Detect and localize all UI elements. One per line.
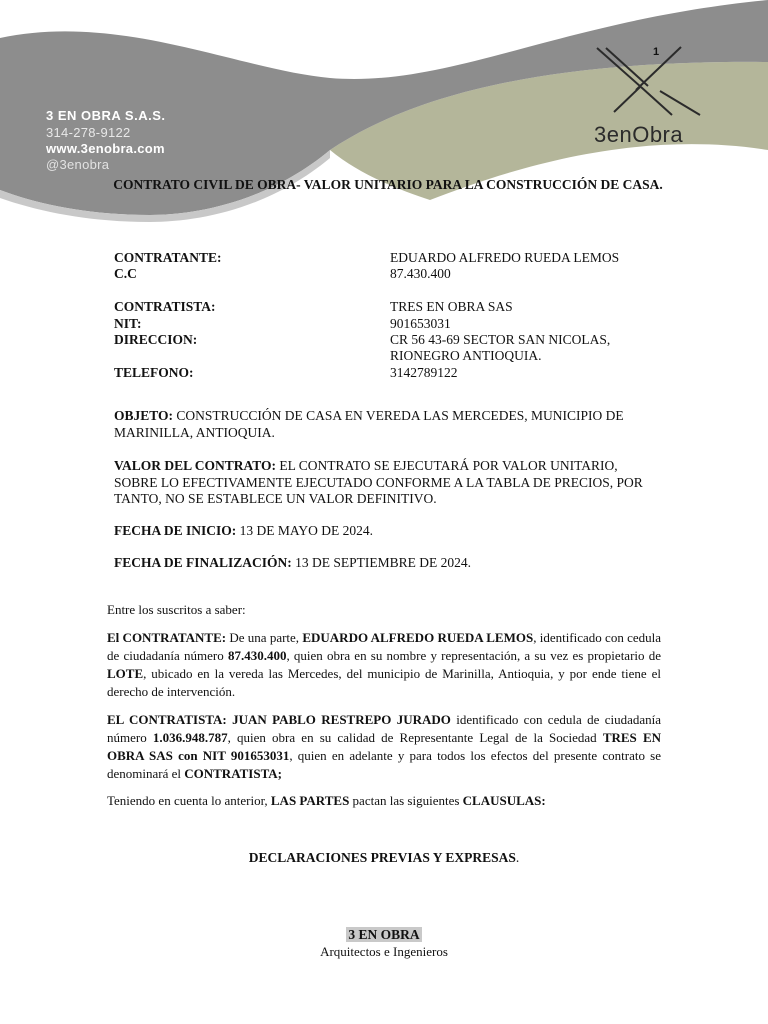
p2-role: CONTRATISTA; [184,766,283,781]
telefono-value: 3142789122 [390,365,458,380]
fecha-inicio-label: FECHA DE INICIO: [114,523,237,538]
p1-cc: 87.430.400 [227,648,287,663]
direccion-label: DIRECCION: [114,332,198,347]
p1-text-c: , quien obra en su nombre y representación, a su vez es propietario de [286,648,661,663]
valor-text: EL CONTRATO SE EJECUTARÁ POR VALOR UNITARIO, SOBRE LO EFECTIVAMENTE EJECUTADO CONFORME A LA TABLA DE PRECIOS, POR TANTO, NO SE ESTABLECE UN VALOR DEFINITIVO. [114,458,643,506]
p2-text-a: identificado con cedula de ciudadanía número [107,712,661,745]
declaraciones-text: DECLARACIONES PREVIAS Y EXPRESAS [248,850,516,865]
fecha-inicio-paragraph [114,523,654,540]
contratante-paragraph [107,629,661,701]
contratante-label: CONTRATANTE: [114,250,222,265]
direccion-line-2: RIONEGRO ANTIOQUIA. [390,348,542,363]
fecha-fin-paragraph [114,555,654,572]
company-phone: 314-278-9122 [46,125,131,140]
p3-partes: LAS PARTES [270,793,350,808]
fecha-inicio-value: 13 DE MAYO DE 2024. [239,523,374,538]
p2-cc: 1.036.948.787 [152,730,228,745]
objeto-paragraph [114,408,654,441]
contratante-value: EDUARDO ALFREDO RUEDA LEMOS [390,250,620,265]
cc-label: C.C [114,266,137,281]
telefono-label: TELEFONO: [114,365,194,380]
p3-text-b: pactan las siguientes [352,793,460,808]
p1-lote: LOTE [107,666,144,681]
footer-company-name: 3 EN OBRA [348,927,420,942]
logo-text: 3enObra [594,122,684,147]
objeto-text: CONSTRUCCIÓN DE CASA EN VEREDA LAS MERCEDES, MUNICIPIO DE MARINILLA, ANTIOQUIA. [114,408,624,440]
p3-clausulas: CLAUSULAS: [462,793,546,808]
p2-text-b: , quien obra en su calidad de Representante Legal de la Sociedad [227,730,597,745]
declaraciones-heading: DECLARACIONES PREVIAS Y EXPRESAS. [248,850,520,865]
p1-text-d: , ubicado en la vereda las Mercedes, del municipio de Marinilla, Antioquia, y por ende tiene el derecho de intervención. [107,666,661,699]
contratista-value: TRES EN OBRA SAS [390,299,513,314]
p1-name: EDUARDO ALFREDO RUEDA LEMOS [302,630,534,645]
cc-value: 87.430.400 [390,266,451,281]
p2-text-c: , quien en adelante y para todos los efectos del presente contrato se denominará el [107,748,661,781]
p2-lead: EL CONTRATISTA: JUAN PABLO RESTREPO JURADO [107,712,451,727]
p1-text-a: De una parte, [229,630,300,645]
partes-paragraph [107,792,661,810]
contratista-paragraph [107,711,661,783]
p1-lead: El CONTRATANTE: [107,630,227,645]
valor-label: VALOR DEL CONTRATO: [114,458,277,473]
page-number: 1 [653,46,660,58]
fecha-fin-value: 13 DE SEPTIEMBRE DE 2024. [295,555,472,570]
nit-label: NIT: [114,316,142,331]
valor-paragraph [114,458,654,508]
footer-company [0,927,768,943]
p1-text-b: , identificado con cedula de ciudadanía número [107,630,662,663]
company-website: www.3enobra.com [46,141,165,156]
direccion-line-1: CR 56 43-69 SECTOR SAN NICOLAS, [390,332,611,347]
objeto-label: OBJETO: [114,408,174,423]
nit-value: 901653031 [390,316,451,331]
fecha-fin-label: FECHA DE FINALIZACIÓN: [114,555,292,570]
document-title: CONTRATO CIVIL DE OBRA- VALOR UNITARIO PARA LA CONSTRUCCIÓN DE CASA. [113,177,663,192]
intro-paragraph: Entre los suscritos a saber: [107,602,246,617]
contratista-label: CONTRATISTA: [114,299,216,314]
footer-subtitle: Arquitectos e Ingenieros [320,944,448,959]
company-social-handle: @3enobra [46,157,110,172]
p2-company: TRES EN OBRA SAS con NIT 901653031 [107,730,661,763]
company-name: 3 EN OBRA S.A.S. [46,108,166,123]
p3-text-a: Teniendo en cuenta lo anterior, [107,793,268,808]
